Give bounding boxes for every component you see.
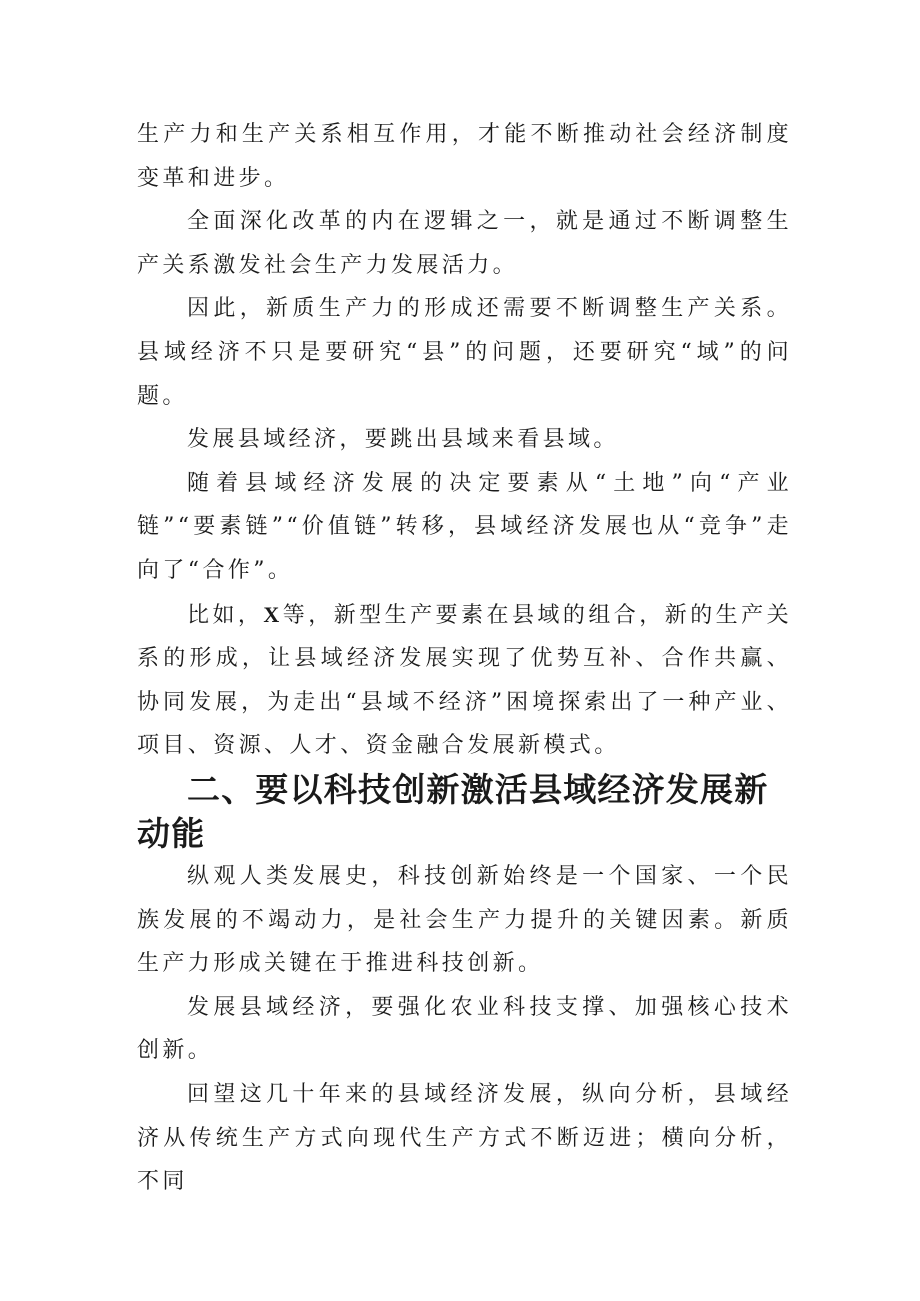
section-heading: 二、要以科技创新激活县域经济发展新动能 xyxy=(137,769,769,853)
document-body xyxy=(137,113,792,1204)
paragraph-production-relations: 因此，新质生产力的形成还需要不断调整生产关系。县域经济不只是要研究“县”的问题，还要研究“域”的问题。 xyxy=(137,296,792,409)
paragraph-reform-logic: 全面深化改革的内在逻辑之一，就是通过不断调整生产关系激发社会生产力发展活力。 xyxy=(137,209,792,278)
example-prefix: 比如， xyxy=(187,602,264,628)
example-suffix: 等，新型生产要素在县域的组合，新的生产关系的形成，让县域经济发展实现了优势互补、合作共赢、协同发展，为走出“县域不经济”困境探索出了一种产业、项目、资源、人才、资金融合发展新模式。 xyxy=(137,602,792,759)
paragraph-value-chain: 随着县域经济发展的决定要素从“土地”向“产业链”“要素链”“价值链”转移，县域经济发展也从“竞争”走向了“合作”。 xyxy=(137,470,792,583)
paragraph-retrospect: 回望这几十年来的县域经济发展，纵向分析，县域经济从传统生产方式向现代生产方式不断迈进；横向分析，不同 xyxy=(137,1082,792,1195)
example-placeholder: X xyxy=(263,601,283,627)
paragraph-continued: 生产力和生产关系相互作用，才能不断推动社会经济制度变革和进步。 xyxy=(137,122,792,191)
paragraph-county-economy: 发展县域经济，要跳出县域来看县域。 xyxy=(187,427,619,453)
paragraph-tech-innovation: 纵观人类发展史，科技创新始终是一个国家、一个民族发展的不竭动力，是社会生产力提升的关键因素。新质生产力形成关键在于推进科技创新。 xyxy=(137,864,792,977)
paragraph-example xyxy=(137,593,792,768)
paragraph-agri-tech: 发展县域经济，要强化农业科技支撑、加强核心技术创新。 xyxy=(137,994,792,1064)
